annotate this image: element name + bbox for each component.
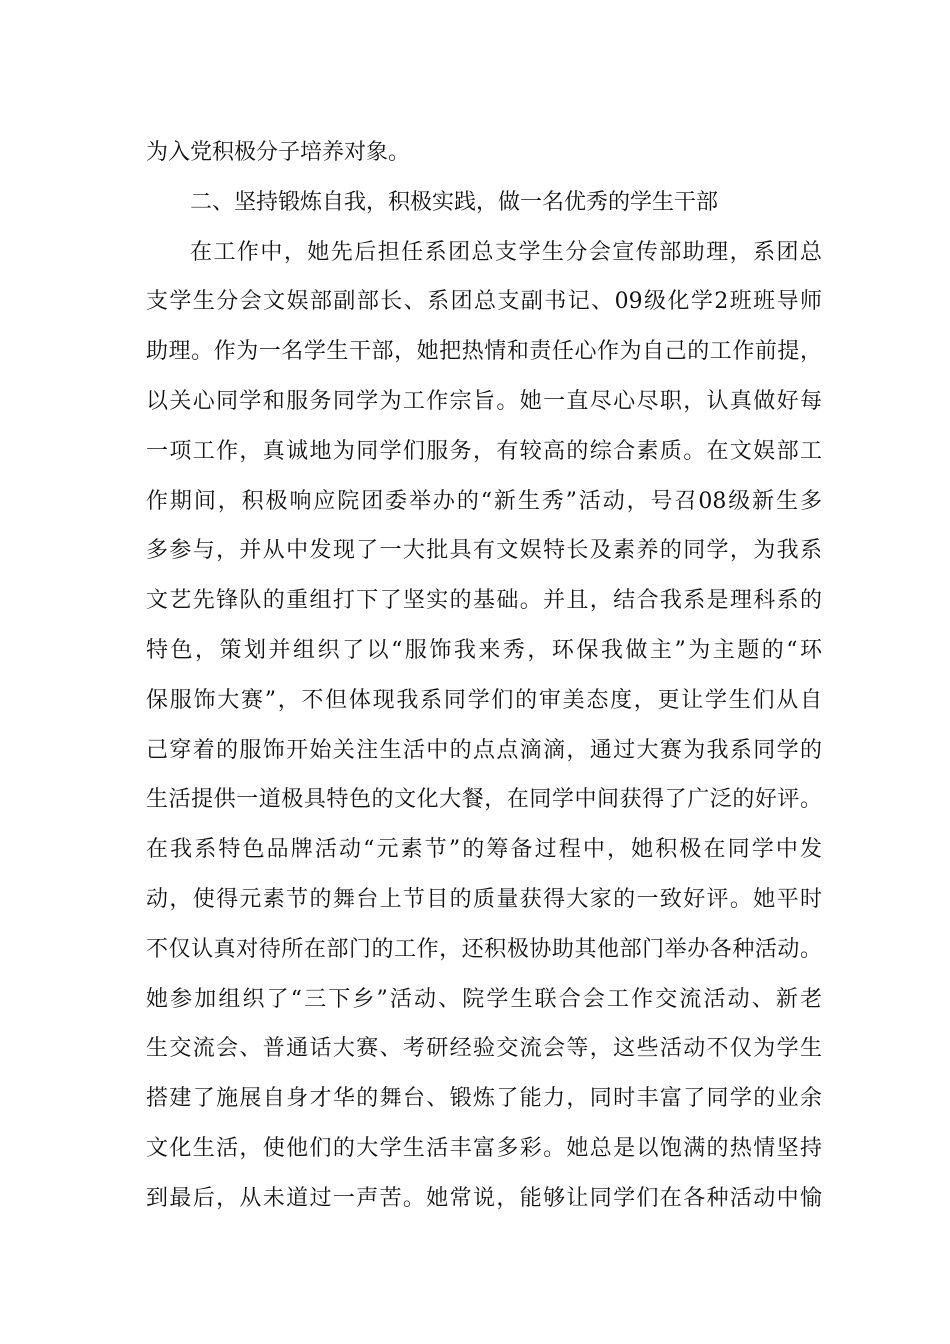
- text-line-9: 多参与，并从中发现了一大批具有文娱特长及素养的同学，为我系: [146, 538, 822, 564]
- text-line-20: 搭建了施展自身才华的舞台、锻炼了能力，同时丰富了同学的业余: [146, 1086, 822, 1112]
- text-line-12: 保服饰大赛”，不但体现我系同学们的审美态度，更让学生们从自: [146, 687, 822, 713]
- text-line-13: 己穿着的服饰开始关注生活中的点点滴滴，通过大赛为我系同学的: [146, 737, 822, 763]
- text-line-17: 不仅认真对待所在部门的工作，还积极协助其他部门举办各种活动。: [146, 936, 822, 962]
- text-line-19: 生交流会、普通话大赛、考研经验交流会等，这些活动不仅为学生: [146, 1036, 822, 1062]
- text-line-14: 生活提供一道极具特色的文化大餐，在同学中间获得了广泛的好评。: [146, 787, 822, 813]
- text-line-15: 在我系特色品牌活动“元素节”的筹备过程中，她积极在同学中发: [146, 837, 822, 863]
- text-line-8: 作期间，积极响应院团委举办的“新生秀”活动，号召08级新生多: [146, 488, 822, 514]
- body-text: [146, 128, 822, 1224]
- text-line-1: 为入党积极分子培养对象。: [146, 140, 411, 165]
- text-line-4: 支学生分会文娱部副部长、系团总支副书记、09级化学2班班导师: [146, 289, 822, 315]
- text-line-16: 动，使得元素节的舞台上节目的质量获得大家的一致好评。她平时: [146, 886, 822, 912]
- text-line-10: 文艺先锋队的重组打下了坚实的基础。并且，结合我系是理科系的: [146, 588, 822, 614]
- text-line-6: 以关心同学和服务同学为工作宗旨。她一直尽心尽职，认真做好每: [146, 388, 822, 414]
- text-line-5: 助理。作为一名学生干部，她把热情和责任心作为自己的工作前提，: [146, 339, 822, 365]
- section-heading: 二、坚持锻炼自我，积极实践，做一名优秀的学生干部: [190, 189, 719, 215]
- text-line-22: 到最后，从未道过一声苦。她常说，能够让同学们在各种活动中愉: [146, 1185, 822, 1211]
- text-line-21: 文化生活，使他们的大学生活丰富多彩。她总是以饱满的热情坚持: [146, 1135, 822, 1161]
- text-line-7: 一项工作，真诚地为同学们服务，有较高的综合素质。在文娱部工: [146, 438, 822, 464]
- text-line-3: 在工作中，她先后担任系团总支学生分会宣传部助理，系团总: [190, 239, 822, 265]
- text-line-18: 她参加组织了“三下乡”活动、院学生联合会工作交流活动、新老: [146, 986, 822, 1012]
- text-line-11: 特色，策划并组织了以“服饰我来秀，环保我做主”为主题的“环: [146, 637, 822, 663]
